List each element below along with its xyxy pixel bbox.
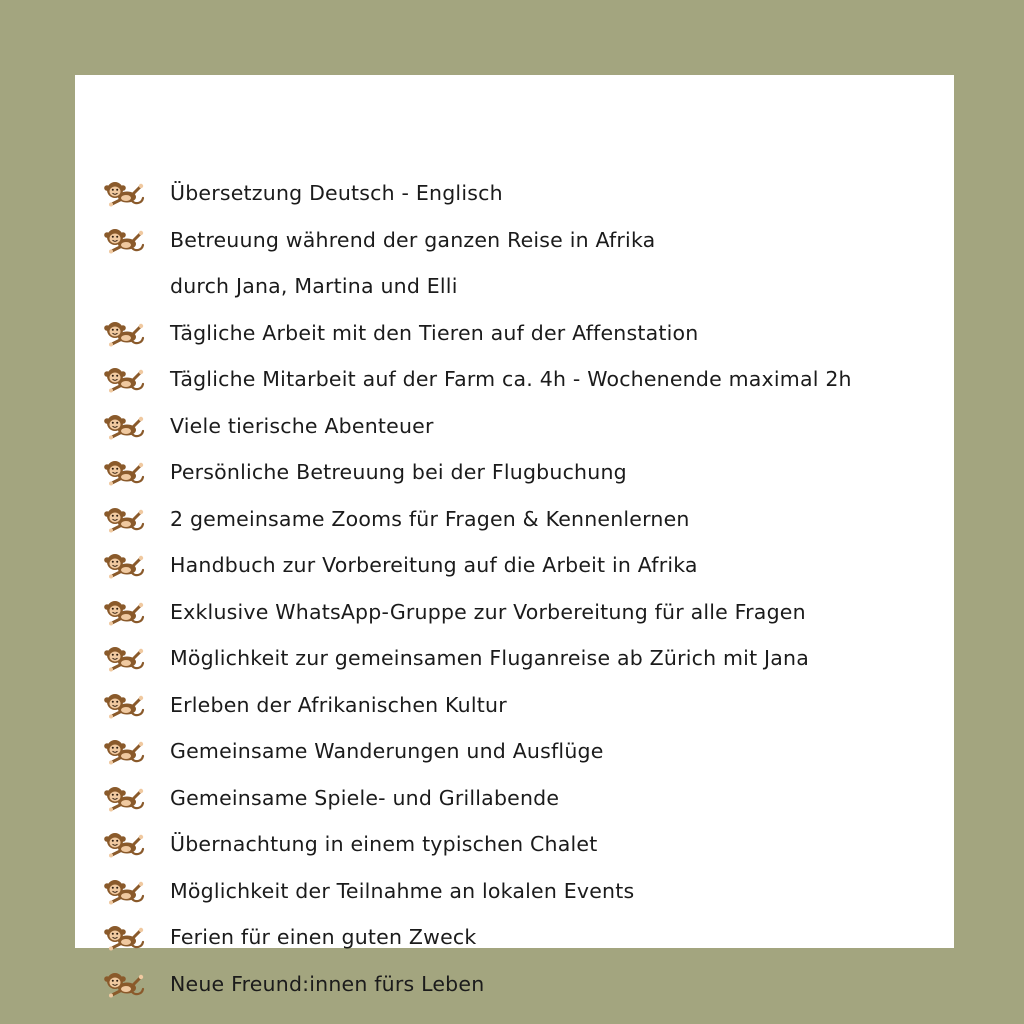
list-item-text: Exklusive WhatsApp-Gruppe zur Vorbereitung für alle Fragen — [170, 599, 806, 624]
list-item — [75, 914, 954, 961]
monkey-icon — [102, 505, 146, 533]
list-item-text: Viele tierische Abenteuer — [170, 413, 434, 438]
monkey-icon — [102, 877, 146, 905]
list-item — [75, 728, 954, 775]
list-item-text: Möglichkeit zur gemeinsamen Fluganreise ab Zürich mit Jana — [170, 646, 809, 671]
list-item — [75, 449, 954, 496]
monkey-icon — [102, 226, 146, 254]
monkey-icon — [102, 551, 146, 579]
monkey-icon — [102, 830, 146, 858]
monkey-icon — [102, 365, 146, 393]
list-item — [75, 589, 954, 636]
monkey-icon — [102, 598, 146, 626]
list-item-text: Übernachtung in einem typischen Chalet — [170, 832, 598, 857]
list-item — [75, 356, 954, 403]
monkey-icon — [102, 458, 146, 486]
monkey-icon — [102, 737, 146, 765]
list-item-text: durch Jana, Martina und Elli — [170, 274, 458, 299]
list-item-text: Neue Freund:innen fürs Leben — [170, 971, 485, 996]
monkey-icon — [102, 319, 146, 347]
monkey-icon — [102, 179, 146, 207]
list-item-text: Tägliche Mitarbeit auf der Farm ca. 4h - Wochenende maximal 2h — [170, 367, 852, 392]
list-item — [75, 961, 954, 1008]
list-item-continuation — [75, 263, 954, 310]
content-card — [75, 75, 954, 996]
list-item-text: Betreuung während der ganzen Reise in Afrika — [170, 227, 656, 252]
list-item-text: Gemeinsame Wanderungen und Ausflüge — [170, 739, 604, 764]
monkey-icon — [102, 412, 146, 440]
list-item — [75, 821, 954, 868]
list-item-text: Gemeinsame Spiele- und Grillabende — [170, 785, 560, 810]
list-item-text: Erleben der Afrikanischen Kultur — [170, 692, 507, 717]
list-item — [75, 403, 954, 450]
list-item-text: Möglichkeit der Teilnahme an lokalen Events — [170, 878, 635, 903]
list-item-text: Übersetzung Deutsch - Englisch — [170, 181, 503, 206]
list-item — [75, 496, 954, 543]
monkey-icon — [102, 970, 146, 998]
list-item — [75, 682, 954, 729]
list-item-text: Tägliche Arbeit mit den Tieren auf der Affenstation — [170, 320, 699, 345]
list-item-text: Persönliche Betreuung bei der Flugbuchung — [170, 460, 627, 485]
list-item — [75, 635, 954, 682]
monkey-icon — [102, 923, 146, 951]
monkey-icon — [102, 784, 146, 812]
monkey-icon — [102, 644, 146, 672]
list-item — [75, 542, 954, 589]
monkey-icon — [102, 691, 146, 719]
list-item-text: Handbuch zur Vorbereitung auf die Arbeit in Afrika — [170, 553, 698, 578]
list-item-text: 2 gemeinsame Zooms für Fragen & Kennenlernen — [170, 506, 690, 531]
list-item-text: Ferien für einen guten Zweck — [170, 925, 477, 950]
list-item — [75, 217, 954, 264]
list-item — [75, 310, 954, 357]
list-item — [75, 868, 954, 915]
list-item — [75, 775, 954, 822]
list-item — [75, 170, 954, 217]
feature-list — [75, 170, 954, 1007]
